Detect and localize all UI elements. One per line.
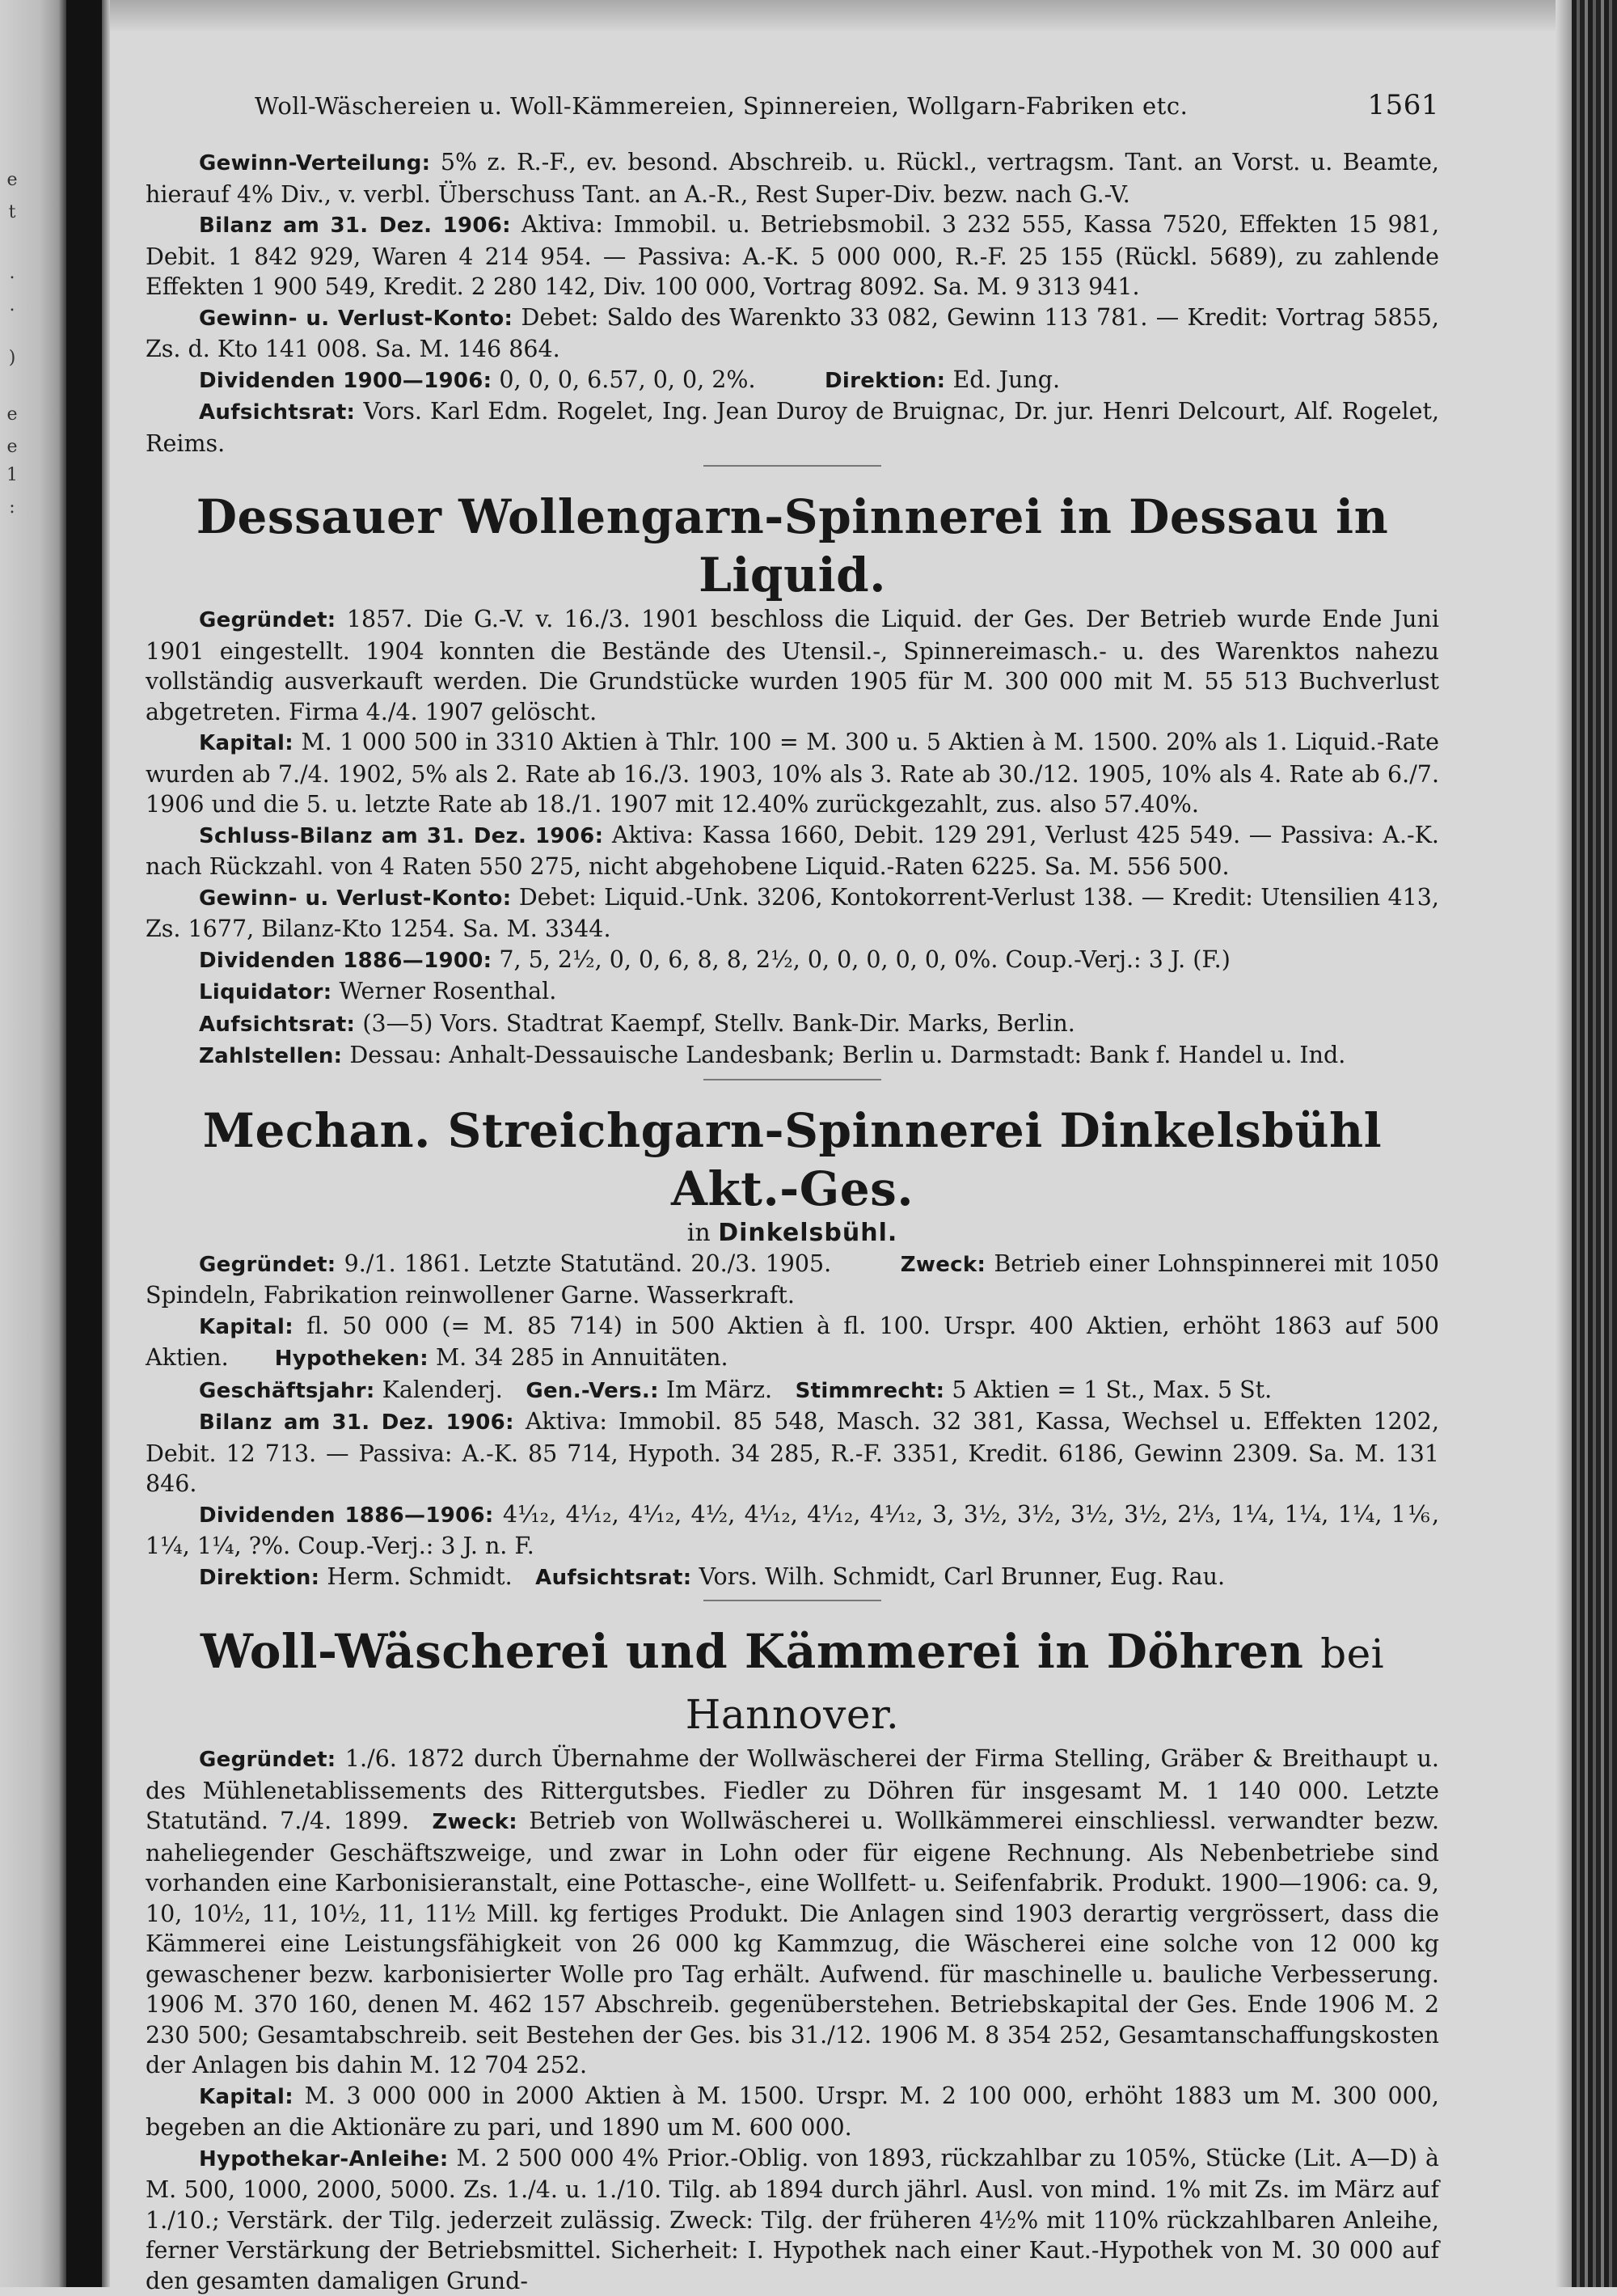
- margin-mark: .: [0, 295, 24, 315]
- entry-title: Dessauer Wollengarn-Spinnerei in Dessau in Liquid.: [146, 488, 1439, 604]
- dividenden-direktion: Dividenden 1900—1906: 0, 0, 0, 6.57, 0, 0, 2%. Direktion: Ed. Jung.: [146, 365, 1439, 397]
- aufsichtsrat: Aufsichtsrat: Vors. Karl Edm. Rogelet, Ing. Jean Duroy de Bruignac, Dr. jur. Henri Delcourt, Alf. Rogelet, Reims.: [146, 396, 1439, 459]
- document-page: [146, 89, 1439, 2296]
- entry-title: Woll-Wäscherei und Kämmerei in Döhren bei Hannover.: [146, 1622, 1439, 1744]
- section-rule: [703, 1600, 881, 1601]
- kapital-hypotheken: Kapital: fl. 50 000 (= M. 85 714) in 500 Aktien à fl. 100. Urspr. 400 Aktien, erhöht 1863 auf 500 Aktien. Hypotheken: M. 34 285 in Annuitäten.: [146, 1311, 1439, 1375]
- page-number: 1561: [1367, 89, 1439, 121]
- margin-mark: ): [0, 348, 24, 368]
- kapital: Kapital: M. 1 000 500 in 3310 Aktien à Thlr. 100 = M. 300 u. 5 Aktien à M. 1500. 20% als 1. Liquid.-Rate wurden ab 7./4. 1902, 5% als 2. Rate ab 16./3. 1903, 10% als 3. Rate ab 30./12. 1905, 10% als 4. Rate ab 6./7. 1906 und die 5. u. letzte Rate ab 18./1. 1907 mit 12.40% zurückgezahlt, zus. also 57.40%.: [146, 727, 1439, 820]
- running-head: [146, 89, 1439, 121]
- margin-mark: 1: [0, 465, 24, 485]
- gegruendet: Gegründet: 1857. Die G.-V. v. 16./3. 1901 beschloss die Liquid. der Ges. Der Betrieb wurde Ende Juni 1901 eingestellt. 1904 konnten die Bestände des Utensil.-, Spinnereimasch.- u. des Warenktos nahezu vollständig ausverkauft werden. Die Grundstücke wurden 1905 für M. 300 000 mit M. 55 513 Buchverlust abgetreten. Firma 4./4. 1907 gelöscht.: [146, 604, 1439, 727]
- book-spine: [66, 0, 102, 2287]
- dividenden: Dividenden 1886—1900: 7, 5, 2½, 0, 0, 6, 8, 8, 2½, 0, 0, 0, 0, 0, 0%. Coup.-Verj.: 3 J. (F.): [146, 945, 1439, 977]
- aufsichtsrat: Aufsichtsrat: (3—5) Vors. Stadtrat Kaempf, Stellv. Bank-Dir. Marks, Berlin.: [146, 1008, 1439, 1041]
- schluss-bilanz: Schluss-Bilanz am 31. Dez. 1906: Aktiva: Kassa 1660, Debit. 129 291, Verlust 425 549. — Passiva: A.-K. nach Rückzahl. von 4 Raten 550 275, nicht abgehobene Liquid.-Raten 6225. Sa. M. 556 500.: [146, 820, 1439, 882]
- gewinn-verteilung: Gewinn-Verteilung: 5% z. R.-F., ev. besond. Abschreib. u. Rückl., vertragsm. Tant. an Vorst. u. Beamte, hierauf 4% Div., v. verbl. Überschuss Tant. an A.-R., Rest Super-Div. bezw. nach G.-V.: [146, 147, 1439, 209]
- running-head-title: Woll-Wäschereien u. Woll-Kämmereien, Spinnereien, Wollgarn-Fabriken etc.: [255, 92, 1335, 120]
- geschaeftsjahr: Geschäftsjahr: Kalenderj. Gen.-Vers.: Im März. Stimmrecht: 5 Aktien = 1 St., Max. 5 St.: [146, 1375, 1439, 1407]
- section-rule: [703, 465, 881, 467]
- scan-right-fade: [1556, 0, 1572, 2287]
- scan-right-edge: [1572, 0, 1617, 2287]
- gewinn-verlust-konto: Gewinn- u. Verlust-Konto: Debet: Saldo des Warenkto 33 082, Gewinn 113 781. — Kredit: Vortrag 5855, Zs. d. Kto 141 008. Sa. M. 146 864.: [146, 302, 1439, 365]
- bilanz: Bilanz am 31. Dez. 1906: Aktiva: Immobil. 85 548, Masch. 32 381, Kassa, Wechsel u. Effekten 1202, Debit. 12 713. — Passiva: A.-K. 85 714, Hypoth. 34 285, R.-F. 3351, Kredit. 6186, Gewinn 2309. Sa. M. 131 846.: [146, 1406, 1439, 1499]
- margin-mark: t: [0, 202, 24, 222]
- bilanz: Bilanz am 31. Dez. 1906: Aktiva: Immobil. u. Betriebsmobil. 3 232 555, Kassa 7520, Effekten 15 981, Debit. 1 842 929, Waren 4 214 954. — Passiva: A.-K. 5 000 000, R.-F. 25 155 (Rückl. 5689), zu zahlende Effekten 1 900 549, Kredit. 2 280 142, Div. 100 000, Vortrag 8092. Sa. M. 9 313 941.: [146, 209, 1439, 302]
- margin-mark: .: [0, 263, 24, 283]
- spine-edge: [102, 0, 110, 2287]
- entry-location: in Dinkelsbühl.: [146, 1218, 1439, 1249]
- margin-mark: e: [0, 404, 24, 425]
- gewinn-verlust-konto: Gewinn- u. Verlust-Konto: Debet: Liquid.-Unk. 3206, Kontokorrent-Verlust 138. — Kredit: Utensilien 413, Zs. 1677, Bilanz-Kto 1254. Sa. M. 3344.: [146, 882, 1439, 945]
- gegruendet-zweck: Gegründet: 9./1. 1861. Letzte Statutänd. 20./3. 1905. Zweck: Betrieb einer Lohnspinnerei mit 1050 Spindeln, Fabrikation reinwollener Garne. Wasserkraft.: [146, 1249, 1439, 1311]
- margin-mark: :: [0, 497, 24, 518]
- kapital: Kapital: M. 3 000 000 in 2000 Aktien à M. 1500. Urspr. M. 2 100 000, erhöht 1883 um M. 300 000, begeben an die Aktionäre zu pari, und 1890 um M. 600 000.: [146, 2081, 1439, 2143]
- entry-dessauer: [146, 488, 1439, 1072]
- margin-mark: e: [0, 170, 24, 190]
- margin-mark: e: [0, 437, 24, 457]
- section-rule: [703, 1079, 881, 1080]
- direktion-aufsichtsrat: Direktion: Herm. Schmidt. Aufsichtsrat: Vors. Wilh. Schmidt, Carl Brunner, Eug. Rau.: [146, 1562, 1439, 1594]
- scan-left-margin: [0, 0, 66, 2287]
- hypothekar-anleihe: Hypothekar-Anleihe: M. 2 500 000 4% Prior.-Oblig. von 1893, rückzahlbar zu 105%, Stücke (Lit. A—D) à M. 500, 1000, 2000, 5000. Zs. 1./4. u. 1./10. Tilg. ab 1894 durch jährl. Ausl. von mind. 1% mit Zs. im März auf 1./10.; Verstärk. der Tilg. jederzeit zulässig. Zweck: Tilg. der früheren 4½% mit 110% rückzahlbaren Anleihe, ferner Verstärkung der Betriebsmittel. Sicherheit: I. Hypothek nach einer Kaut.-Hypothek von M. 30 000 auf den gesamten damaligen Grund-: [146, 2143, 1439, 2296]
- zahlstellen: Zahlstellen: Dessau: Anhalt-Dessauische Landesbank; Berlin u. Darmstadt: Bank f. Handel u. Ind.: [146, 1040, 1439, 1072]
- entry-title: Mechan. Streichgarn-Spinnerei Dinkelsbühl Akt.-Ges.: [146, 1101, 1439, 1218]
- dividenden: Dividenden 1886—1906: 4¹⁄₁₂, 4¹⁄₁₂, 4¹⁄₁₂, 4½, 4¹⁄₁₂, 4¹⁄₁₂, 4¹⁄₁₂, 3, 3½, 3½, 3½, 3½, 2⅓, 1¼, 1¼, 1¼, 1⅙, 1¼, 1¼, ?%. Coup.-Verj.: 3 J. n. F.: [146, 1499, 1439, 1562]
- liquidator: Liquidator: Werner Rosenthal.: [146, 976, 1439, 1008]
- top-shade: [110, 0, 1556, 32]
- entry-continued: [146, 147, 1439, 459]
- gegruendet-zweck: Gegründet: 1./6. 1872 durch Übernahme der Wollwäscherei der Firma Stelling, Gräber & Breithaupt u. des Mühlenetablissements des Rittergutsbes. Fiedler zu Döhren für insgesamt M. 1 140 000. Letzte Statutänd. 7./4. 1899. Zweck: Betrieb von Wollwäscherei u. Wollkämmerei einschliessl. verwandter bezw. naheliegender Geschäftszweige, und zwar in Lohn oder für eigene Rechnung. Als Nebenbetriebe sind vorhanden eine Karbonisieranstalt, eine Pottasche-, eine Wollfett- u. Seifenfabrik. Produkt. 1900—1906: ca. 9, 10, 10½, 11, 10½, 11, 11½ Mill. kg fertiges Produkt. Die Anlagen sind 1903 derartig vergrössert, dass die Kämmerei eine Leistungsfähigkeit von 26 000 kg Kammzug, die Wäscherei eine solche von 12 000 kg gewaschener bezw. karbonisierter Wolle pro Tag erhält. Aufwend. für maschinelle u. bauliche Verbesserung. 1906 M. 370 160, denen M. 462 157 Abschreib. gegenüberstehen. Betriebskapital der Ges. Ende 1906 M. 2 230 500; Gesamtabschreib. seit Bestehen der Ges. bis 31./12. 1906 M. 8 354 252, Gesamtanschaffungskosten der Anlagen bis dahin M. 12 704 252.: [146, 1744, 1439, 2081]
- entry-dinkelsbuehl: [146, 1101, 1439, 1594]
- entry-doehren: [146, 1622, 1439, 2296]
